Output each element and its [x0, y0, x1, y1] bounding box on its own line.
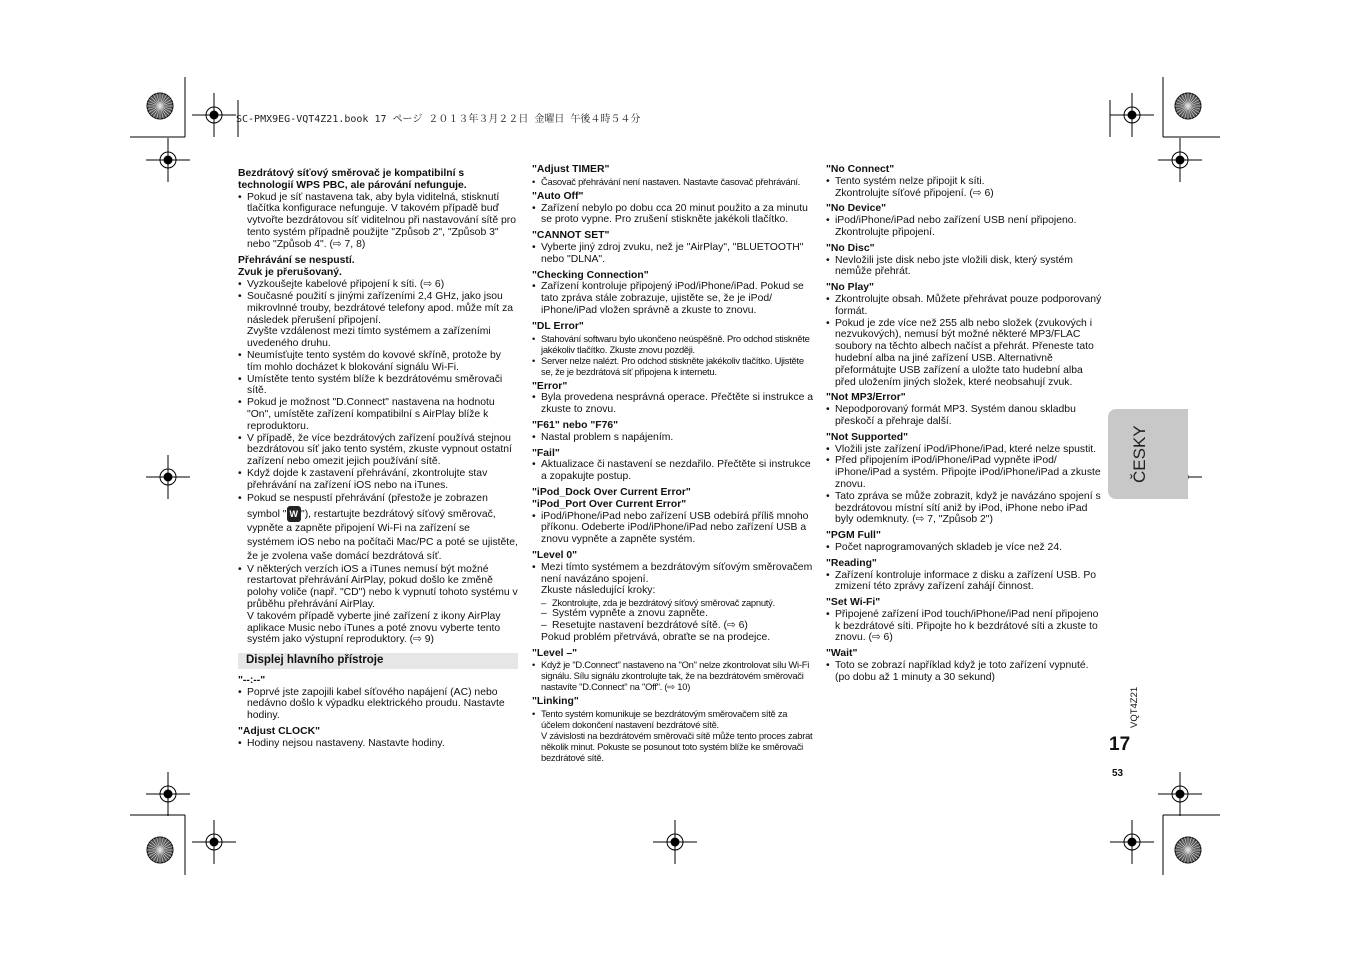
- message-text: • Server nelze nalézt. Pro odchod stiskněte jakékoliv tlačítko. Ujistěte se, že je bezdrátová síť připojena k internetu.: [532, 355, 814, 377]
- message-title: "No Play": [826, 282, 874, 294]
- message-text: • Vložili jste zařízení iPod/iPhone/iPad, které nelze spustit.: [826, 444, 1106, 456]
- registration-mark: [1110, 93, 1154, 137]
- registration-mark: [1110, 820, 1154, 864]
- column-right: [826, 164, 1106, 684]
- message-title: "No Connect": [826, 164, 895, 175]
- message-title: "No Device": [826, 203, 887, 215]
- message-text: • Nastal problem s napájením.: [532, 432, 814, 444]
- page-number: 17: [1109, 734, 1131, 755]
- column-middle: [532, 164, 814, 763]
- message-text: • Tato zpráva se může zobrazit, když je navázáno spojení s bezdrátovou místní sítí aniž by iPod, iPhone nebo iPad byly odemknuty. (⇨ 7, "Způsob 2"): [826, 491, 1106, 526]
- message-title: "Linking": [532, 696, 579, 708]
- registration-mark: [192, 820, 236, 864]
- message-title: "Set Wi-Fi": [826, 597, 881, 609]
- message-text: • Tento systém komunikuje se bezdrátovým směrovačem sítě za účelem dokončení nastavení bezdrátové sítě.: [532, 708, 814, 730]
- wps-heading: Bezdrátový síťový směrovač je kompatibilní s technologií WPS PBC, ale párování nefunguje.: [238, 168, 467, 191]
- registration-mark: [653, 820, 697, 864]
- registration-mark: [146, 138, 190, 182]
- column-left: [238, 168, 518, 750]
- registration-mark: [192, 93, 236, 137]
- message-text: • Počet naprogramovaných skladeb je více než 24.: [826, 542, 1106, 554]
- wps-symbol-icon: W: [287, 506, 302, 522]
- step-item: – Systém vypněte a znovu zapněte.: [532, 608, 814, 620]
- message-text: Pokud problém přetrvává, obraťte se na prodejce.: [541, 631, 771, 643]
- message-text: • Pokud je zde více než 255 alb nebo složek (zvukových i nezvukových), nemusí být možné některé MP3/FLAC soubory na těchto albech načíst a přehrát. Přeneste tato hudební alba na jiné zařízení USB. Alternativně přeformátujte USB zařízení a uložte tato hudební alba před uložením jiných složek, které neobsahují zvuk.: [826, 318, 1106, 389]
- message-title: "Not MP3/Error": [826, 392, 906, 404]
- message-title: "Fail": [532, 447, 560, 459]
- message-title: "Level 0": [532, 549, 578, 561]
- starburst-mark: [1175, 837, 1201, 863]
- message-text: Zkuste následující kroky:: [541, 585, 656, 597]
- message-text: Zkontrolujte síťové připojení. (⇨ 6): [835, 187, 994, 199]
- list-item: • Vyzkoušejte kabelové připojení k síti. (⇨ 6): [238, 279, 518, 291]
- list-item: • Umístěte tento systém blíže k bezdrátovému směrovači sítě.: [238, 374, 518, 398]
- list-item-continued: V takovém případě vyberte jiné zařízení z ikony AirPlay aplikace Music nebo iTunes a poté znovu vyberte tento systém jako výstupní reproduktory. (⇨ 9): [247, 610, 501, 646]
- message-text: V závislosti na bezdrátovém směrovači sítě může tento proces zabrat několik minut. Pokuste se posunout toto systém blíže ke směrovači bezdrátové sítě.: [541, 730, 813, 764]
- message-text: • Časovač přehrávání není nastaven. Nastavte časovač přehrávání.: [532, 176, 814, 187]
- message-title: "Auto Off": [532, 190, 584, 202]
- message-text: • Poprvé jste zapojili kabel síťového napájení (AC) nebo nedávno došlo k výpadku elektrického proudu. Nastavte hodiny.: [238, 687, 518, 722]
- message-text: • Byla provedena nesprávná operace. Přečtěte si instrukce a zkuste to znovu.: [532, 392, 814, 416]
- list-item-wps-symbol: [238, 492, 518, 564]
- list-item: • Neumísťujte tento systém do kovové skříně, protože by tím mohlo docházet k blokování signálu Wi-Fi.: [238, 350, 518, 374]
- message-title: "Checking Connection": [532, 269, 649, 281]
- message-title: "iPod_Port Over Current Error": [532, 498, 687, 510]
- step-item: – Resetujte nastavení bezdrátové sítě. (⇨ 6): [532, 620, 814, 632]
- list-item-text: "), restartujte bezdrátový síťový směrovač, vypněte a zapněte připojení Wi-Fi na zařízení se systémem iOS nebo na počítači Mac/PC a poté se ujistěte, že je zvolena vaše domácí bezdrátová síť.: [247, 508, 518, 562]
- message-text: • Zařízení nebylo po dobu cca 20 minut použito a za minutu se proto vypne. Pro zrušení stiskněte jakékoli tlačítko.: [532, 203, 814, 227]
- message-text: • Připojené zařízení iPod touch/iPhone/iPad není připojeno k bezdrátové síti. Připojte ho k bezdrátové síti a zkuste to znovu. (⇨ 6): [826, 609, 1106, 644]
- playback-heading: Přehrávání se nespustí.: [238, 254, 355, 266]
- message-title: "Wait": [826, 648, 858, 660]
- section-title: Displej hlavního přístroje: [238, 653, 518, 669]
- list-item: • Pokud je možnost "D.Connect" nastavena na hodnotu "On", umístěte zařízení kompatibilní s AirPlay blíže k reproduktoru.: [238, 397, 518, 432]
- message-text: • Nepodporovaný formát MP3. Systém danou skladbu přeskočí a přehraje další.: [826, 404, 1106, 428]
- message-title: "iPod_Dock Over Current Error": [532, 486, 691, 498]
- message-title: "PGM Full": [826, 530, 881, 542]
- message-text: • Tento systém nelze připojit k síti.: [826, 176, 1106, 188]
- message-title: "Level –": [532, 647, 578, 659]
- message-title: "Reading": [826, 557, 877, 569]
- message-title: "--:--": [238, 674, 266, 686]
- message-title: "F61" nebo "F76": [532, 419, 619, 431]
- message-title: "Adjust TIMER": [532, 164, 610, 175]
- message-text: • Vyberte jiný zdroj zvuku, než je "AirPlay", "BLUETOOTH" nebo "DLNA".: [532, 242, 814, 266]
- message-title: "CANNOT SET": [532, 230, 610, 242]
- registration-mark: [146, 455, 190, 499]
- starburst-mark: [147, 837, 173, 863]
- message-text: • Zařízení kontroluje informace z disku a zařízení USB. Po zmizení této zprávy zařízení zahájí činnost.: [826, 570, 1106, 594]
- message-text: • Stahování softwaru bylo ukončeno neúspěšně. Pro odchod stiskněte jakékoliv tlačítko. Zkuste znovu později.: [532, 333, 814, 355]
- message-text: • Nevložili jste disk nebo jste vložili disk, který systém nemůže přehrát.: [826, 255, 1106, 279]
- step-item: – Zkontrolujte, zda je bezdrátový síťový směrovač zapnutý.: [532, 597, 814, 608]
- message-title: "Adjust CLOCK": [238, 726, 321, 738]
- message-text: • Aktualizace či nastavení se nezdařilo. Přečtěte si instrukce a zopakujte postup.: [532, 459, 814, 483]
- list-item: • V případě, že více bezdrátových zařízení používá stejnou bezdrátovou síť jako tento systém, zkuste vypnout ostatní zařízení nebo omezit jejich používání sítě.: [238, 433, 518, 468]
- language-tab: [1108, 409, 1188, 499]
- starburst-mark: [1175, 93, 1201, 119]
- message-title: "Not Supported": [826, 431, 908, 443]
- registration-mark: [1158, 772, 1202, 816]
- list-item: • V některých verzích iOS a iTunes nemusí být možné restartovat přehrávání AirPlay, pokud došlo ke změně polohy voliče (např. "CD") nebo k vypnutí tohoto systému v průběhu přehrávání AirPlay.: [238, 564, 518, 611]
- message-text: • Když je "D.Connect" nastaveno na "On" nelze zkontrolovat sílu Wi-Fi signálu. Sílu signálu zkontrolujte tak, že na bezdrátovém směrovači nastavíte "D.Connect" na "Off". (⇨ 10): [532, 659, 814, 692]
- message-text: • iPod/iPhone/iPad nebo zařízení USB není připojeno. Zkontrolujte připojení.: [826, 215, 1106, 239]
- message-text: • Hodiny nejsou nastaveny. Nastavte hodiny.: [238, 738, 518, 750]
- list-item-text: Pokud se nespustí přehrávání (přestože je zobrazen symbol ": [247, 492, 488, 520]
- wps-bullet: • Pokud je síť nastavena tak, aby byla viditelná, stisknutí tlačítka konfigurace nefunguje. V takovém případě buď vytvořte bezdrátovou síť viditelnou při nastavování sítě pro tento systém případně použijte "Způsob 2", "Způsob 3" nebo "Způsob 4". (⇨ 7, 8): [238, 192, 518, 251]
- starburst-mark: [147, 93, 173, 119]
- message-text: • iPod/iPhone/iPad nebo zařízení USB odebírá příliš mnoho příkonu. Odeberte iPod/iPhone/iPad nebo zařízení USB a znovu vypněte a zapněte systém.: [532, 511, 814, 546]
- registration-mark: [146, 772, 190, 816]
- message-title: "No Disc": [826, 242, 875, 254]
- interrupt-heading: Zvuk je přerušovaný.: [238, 267, 342, 279]
- message-text: • Zkontrolujte obsah. Můžete přehrávat pouze podporovaný formát.: [826, 294, 1106, 318]
- list-item: • Když dojde k zastavení přehrávání, zkontrolujte stav přehrávání na zařízení iOS nebo na iTunes.: [238, 468, 518, 492]
- registration-mark: [1158, 138, 1202, 182]
- file-info-header: SC-PMX9EG-VQT4Z21.book 17 ページ ２０１３年３月２２日 金曜日 午後４時５４分: [236, 114, 641, 125]
- language-label: ČESKY: [1130, 425, 1149, 483]
- message-title: "Error": [532, 380, 568, 392]
- list-item: • Současné použití s jinými zařízeními 2,4 GHz, jako jsou mikrovlnné trouby, bezdrátové telefony apod. může mít za následek přerušení připojení.: [238, 291, 518, 326]
- message-text: • Mezi tímto systémem a bezdrátovým síťovým směrovačem není navázáno spojení.: [532, 562, 814, 586]
- message-text: • Zařízení kontroluje připojený iPod/iPhone/iPad. Pokud se tato zpráva stále zobrazuje, ujistěte se, že je iPod/ iPhone/iPad vložen správně a zkuste to znovu.: [532, 281, 814, 316]
- message-text: • Před připojením iPod/iPhone/iPad vypněte iPod/ iPhone/iPad a systém. Připojte iPod/iPhone/iPad a zkuste znovu.: [826, 455, 1106, 490]
- document-code: VQT4Z21: [1129, 686, 1140, 728]
- message-title: "DL Error": [532, 320, 584, 332]
- page-number-total: 53: [1112, 768, 1124, 779]
- list-item-continued: Zvyšte vzdálenost mezi tímto systémem a zařízeními uvedeného druhu.: [247, 326, 491, 350]
- message-text: • Toto se zobrazí například když je toto zařízení vypnuté. (po dobu až 1 minuty a 30 sekund): [826, 660, 1106, 684]
